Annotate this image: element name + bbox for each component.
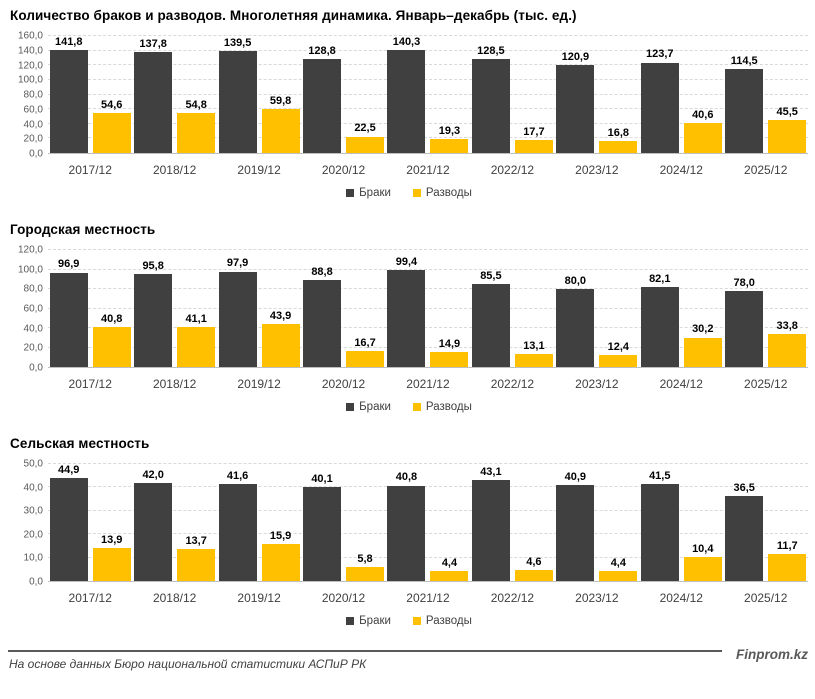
bar-group — [132, 36, 216, 153]
legend-swatch-marriages — [346, 189, 354, 197]
bar-column-divorces — [346, 464, 384, 581]
value-label: 17,7 — [523, 125, 545, 138]
bar-column-marriages — [50, 250, 88, 367]
bar-group — [470, 250, 554, 367]
bar-marriages — [50, 273, 88, 367]
x-axis — [48, 154, 808, 177]
bar-column-divorces — [684, 250, 722, 367]
y-tick-label: 10,0 — [23, 552, 43, 564]
value-label: 40,6 — [692, 109, 714, 122]
y-tick-label: 20,0 — [23, 342, 43, 354]
value-label: 16,8 — [607, 126, 630, 139]
bar-group — [470, 464, 554, 581]
footer-divider — [8, 650, 722, 652]
bar-marriages — [219, 51, 257, 153]
legend-item-marriages — [346, 615, 391, 627]
bar-group — [555, 464, 639, 581]
value-label: 36,5 — [733, 481, 755, 494]
y-tick-label: 0,0 — [29, 362, 43, 374]
value-label: 82,1 — [649, 272, 671, 285]
bar-group — [724, 36, 808, 153]
value-label: 40,1 — [311, 473, 333, 486]
x-tick-label: 2019/12 — [237, 591, 281, 605]
bar-divorces — [599, 141, 637, 153]
value-label: 43,9 — [269, 310, 292, 323]
value-label: 19,3 — [438, 124, 461, 137]
value-label: 4,4 — [441, 556, 458, 569]
bar-marriages — [472, 284, 510, 367]
bar-group — [132, 250, 216, 367]
value-label: 44,9 — [58, 464, 80, 476]
x-tick-label: 2021/12 — [406, 377, 450, 391]
y-tick-label: 40,0 — [23, 119, 43, 130]
x-tick-label: 2020/12 — [321, 163, 366, 177]
y-tick-label: 100,0 — [17, 74, 43, 86]
x-tick-label: 2018/12 — [152, 163, 197, 177]
bar-marriages — [725, 496, 763, 581]
x-tick-label: 2025/12 — [744, 377, 788, 391]
bar-group — [555, 36, 639, 153]
bar-marriages — [303, 487, 341, 581]
legend-item-marriages — [346, 401, 391, 413]
value-label: 97,9 — [226, 257, 249, 270]
y-tick-label: 0,0 — [29, 576, 43, 588]
bar-group — [301, 250, 385, 367]
value-label: 5,8 — [357, 553, 373, 566]
chart-title-overall: Количество браков и разводов. Многолетняя динамика. Январь–декабрь (тыс. ед.) — [10, 8, 577, 23]
bar-column-divorces — [430, 36, 468, 153]
x-tick-label: 2017/12 — [68, 591, 112, 605]
bar-group — [470, 36, 554, 153]
value-label: 128,5 — [477, 44, 505, 57]
value-label: 41,6 — [226, 469, 249, 482]
bar-marriages — [134, 274, 172, 367]
bar-group — [301, 464, 385, 581]
bar-divorces — [599, 355, 637, 367]
bar-column-divorces — [768, 250, 806, 367]
x-tick-label: 2023/12 — [575, 163, 619, 177]
bar-column-marriages — [641, 250, 679, 367]
bar-column-divorces — [768, 464, 806, 581]
value-label: 139,5 — [223, 36, 252, 49]
bar-divorces — [768, 554, 806, 581]
value-label: 33,8 — [776, 319, 798, 332]
y-tick-label: 100,0 — [17, 264, 43, 276]
bar-divorces — [430, 352, 468, 367]
bar-divorces — [177, 113, 215, 153]
value-label: 40,8 — [395, 471, 418, 484]
value-label: 12,4 — [607, 340, 630, 353]
x-tick-label: 2019/12 — [237, 377, 281, 391]
plot-row — [8, 458, 810, 588]
bar-column-marriages — [303, 250, 341, 367]
bar-marriages — [387, 270, 425, 367]
bar-group — [48, 464, 132, 581]
bar-column-marriages — [556, 36, 594, 153]
legend-label: Браки — [359, 615, 391, 627]
y-tick-label: 120,0 — [17, 60, 43, 71]
bar-column-divorces — [346, 36, 384, 153]
bar-column-marriages — [556, 464, 594, 581]
y-tick-label: 20,0 — [23, 529, 43, 541]
x-tick-label: 2020/12 — [321, 591, 366, 605]
legend-label: Браки — [359, 401, 391, 413]
legend-swatch-divorces — [413, 189, 421, 197]
legend-swatch-divorces — [413, 403, 421, 411]
bar-column-marriages — [50, 464, 88, 581]
bar-column-marriages — [303, 36, 341, 153]
bar-column-divorces — [599, 250, 637, 367]
value-label: 123,7 — [646, 48, 674, 61]
bar-column-divorces — [430, 464, 468, 581]
bar-divorces — [346, 137, 384, 153]
bar-column-marriages — [472, 250, 510, 367]
bar-divorces — [684, 123, 722, 153]
bar-column-divorces — [177, 250, 215, 367]
bar-divorces — [262, 109, 300, 153]
bar-column-divorces — [262, 36, 300, 153]
bar-column-marriages — [387, 250, 425, 367]
plot-area — [48, 250, 808, 368]
bar-column-divorces — [93, 250, 131, 367]
plot-area — [48, 464, 808, 582]
y-axis — [8, 30, 48, 160]
bar-column-divorces — [93, 464, 131, 581]
bar-group — [724, 464, 808, 581]
value-label: 45,5 — [776, 105, 798, 118]
x-tick-label: 2018/12 — [152, 591, 197, 605]
x-tick-label: 2017/12 — [68, 163, 112, 177]
bar-divorces — [515, 140, 553, 153]
value-label: 54,8 — [185, 98, 207, 111]
bar-column-marriages — [134, 250, 172, 367]
y-tick-label: 20,0 — [23, 133, 43, 145]
y-tick-label: 160,0 — [17, 30, 43, 42]
bar-divorces — [346, 567, 384, 581]
value-label: 41,5 — [649, 469, 671, 482]
y-tick-label: 60,0 — [23, 104, 43, 116]
value-label: 13,9 — [101, 534, 123, 547]
bar-marriages — [303, 280, 341, 367]
bar-group — [301, 36, 385, 153]
finprom-logo: Finprom.kz — [735, 647, 808, 662]
bar-group — [48, 250, 132, 367]
legend-swatch-marriages — [346, 403, 354, 411]
y-tick-label: 40,0 — [23, 323, 43, 335]
bar-group — [217, 464, 301, 581]
x-tick-label: 2022/12 — [490, 377, 535, 391]
x-axis — [48, 368, 808, 391]
bar-column-marriages — [387, 464, 425, 581]
legend-item-divorces — [413, 187, 472, 199]
chart-overall — [8, 8, 810, 199]
bar-column-marriages — [725, 250, 763, 367]
bar-column-divorces — [177, 36, 215, 153]
y-tick-label: 80,0 — [23, 283, 43, 295]
bar-marriages — [641, 484, 679, 581]
bar-group — [48, 36, 132, 153]
plot-area — [48, 36, 808, 154]
y-tick-label: 50,0 — [23, 458, 43, 470]
bar-divorces — [262, 324, 300, 367]
value-label: 40,8 — [101, 313, 123, 326]
value-label: 99,4 — [395, 256, 418, 268]
value-label: 14,9 — [438, 338, 461, 351]
bar-marriages — [556, 65, 594, 153]
legend — [8, 615, 810, 627]
bar-group — [386, 464, 470, 581]
y-axis — [8, 244, 48, 374]
value-label: 128,8 — [308, 44, 336, 57]
bar-divorces — [599, 571, 637, 581]
bar-column-marriages — [219, 36, 257, 153]
value-label: 22,5 — [354, 122, 376, 135]
bar-group — [217, 36, 301, 153]
legend-label: Разводы — [425, 401, 472, 413]
bar-column-divorces — [515, 250, 553, 367]
bar-group — [217, 250, 301, 367]
y-tick-label: 140,0 — [17, 45, 43, 57]
value-label: 16,7 — [354, 336, 376, 349]
bar-column-divorces — [262, 464, 300, 581]
legend-item-divorces — [413, 401, 472, 413]
bar-marriages — [472, 59, 510, 153]
chart-urban — [8, 222, 810, 413]
footer — [8, 647, 810, 671]
bar-divorces — [515, 570, 553, 581]
bar-marriages — [725, 291, 763, 367]
bar-marriages — [134, 52, 172, 153]
value-label: 4,6 — [526, 556, 542, 569]
bar-divorces — [93, 548, 131, 581]
bar-column-marriages — [134, 464, 172, 581]
bar-column-marriages — [219, 464, 257, 581]
value-label: 85,5 — [480, 269, 502, 282]
source-note: На основе данных Бюро национальной статистики АСПиР РК — [9, 657, 367, 671]
bar-column-divorces — [93, 36, 131, 153]
bar-marriages — [219, 484, 257, 581]
chart-title-rural: Сельская местность — [10, 436, 150, 451]
value-label: 41,1 — [185, 312, 207, 325]
chart-rural — [8, 436, 810, 627]
value-label: 10,4 — [692, 542, 714, 555]
x-tick-label: 2020/12 — [321, 377, 366, 391]
y-tick-label: 60,0 — [23, 303, 43, 315]
bar-column-marriages — [50, 36, 88, 153]
bar-divorces — [515, 354, 553, 367]
bar-column-marriages — [219, 250, 257, 367]
bar-column-divorces — [599, 464, 637, 581]
bar-group — [639, 36, 723, 153]
bar-marriages — [641, 63, 679, 153]
plot-row — [8, 244, 810, 374]
bar-column-divorces — [768, 36, 806, 153]
value-label: 30,2 — [692, 323, 714, 336]
legend-label: Разводы — [425, 615, 472, 627]
bar-divorces — [262, 544, 300, 581]
legend-swatch-divorces — [413, 617, 421, 625]
x-tick-label: 2018/12 — [152, 377, 197, 391]
value-label: 80,0 — [564, 274, 587, 287]
x-tick-label: 2025/12 — [744, 591, 788, 605]
bar-column-divorces — [177, 464, 215, 581]
value-label: 15,9 — [269, 529, 292, 542]
bar-column-marriages — [556, 250, 594, 367]
bar-group — [555, 250, 639, 367]
bar-column-divorces — [430, 250, 468, 367]
bar-divorces — [768, 120, 806, 153]
x-tick-label: 2024/12 — [659, 163, 703, 177]
legend-label: Браки — [359, 187, 391, 199]
bar-marriages — [387, 486, 425, 581]
x-tick-label: 2021/12 — [406, 591, 450, 605]
value-label: 4,4 — [610, 556, 626, 569]
value-label: 59,8 — [269, 95, 292, 108]
value-label: 11,7 — [776, 539, 798, 552]
legend — [8, 401, 810, 413]
legend-item-marriages — [346, 187, 391, 199]
legend-swatch-marriages — [346, 617, 354, 625]
bar-column-marriages — [387, 36, 425, 153]
bar-column-marriages — [303, 464, 341, 581]
value-label: 140,3 — [392, 36, 421, 49]
x-tick-label: 2019/12 — [237, 163, 281, 177]
x-tick-label: 2022/12 — [490, 591, 535, 605]
bar-marriages — [50, 478, 88, 581]
bar-column-divorces — [262, 250, 300, 367]
x-tick-label: 2023/12 — [575, 591, 619, 605]
bar-column-marriages — [725, 36, 763, 153]
bar-divorces — [346, 351, 384, 367]
bar-marriages — [134, 483, 172, 581]
bar-marriages — [50, 50, 88, 153]
bar-column-divorces — [515, 464, 553, 581]
bar-column-divorces — [684, 464, 722, 581]
x-axis — [48, 582, 808, 605]
bar-divorces — [430, 139, 468, 153]
bar-divorces — [93, 327, 131, 367]
y-axis — [8, 458, 48, 588]
x-tick-label: 2023/12 — [575, 377, 619, 391]
y-tick-label: 0,0 — [29, 148, 43, 160]
bar-column-marriages — [725, 464, 763, 581]
value-label: 114,5 — [730, 55, 758, 68]
bar-column-divorces — [599, 36, 637, 153]
value-label: 13,1 — [523, 340, 545, 353]
chart-title-urban: Городская местность — [10, 222, 156, 237]
x-tick-label: 2024/12 — [659, 591, 703, 605]
bar-column-divorces — [684, 36, 722, 153]
x-tick-label: 2022/12 — [490, 163, 535, 177]
bar-marriages — [725, 69, 763, 153]
legend-label: Разводы — [425, 187, 472, 199]
value-label: 13,7 — [185, 534, 207, 547]
bar-divorces — [768, 334, 806, 367]
bar-divorces — [93, 113, 131, 153]
bar-divorces — [684, 557, 722, 581]
x-tick-label: 2017/12 — [68, 377, 112, 391]
bar-group — [724, 250, 808, 367]
y-tick-label: 30,0 — [23, 505, 43, 517]
value-label: 42,0 — [142, 468, 164, 481]
bar-column-marriages — [641, 464, 679, 581]
bar-column-marriages — [134, 36, 172, 153]
x-tick-label: 2021/12 — [406, 163, 450, 177]
value-label: 137,8 — [139, 38, 167, 51]
bar-column-divorces — [515, 36, 553, 153]
value-label: 40,9 — [564, 471, 587, 484]
bar-marriages — [641, 287, 679, 367]
value-label: 43,1 — [480, 466, 502, 479]
bar-divorces — [430, 571, 468, 581]
bar-group — [386, 250, 470, 367]
bar-group — [386, 36, 470, 153]
bar-group — [132, 464, 216, 581]
value-label: 120,9 — [561, 50, 590, 63]
bar-divorces — [177, 549, 215, 581]
bar-group — [639, 464, 723, 581]
bar-divorces — [177, 327, 215, 367]
legend-item-divorces — [413, 615, 472, 627]
bar-marriages — [387, 50, 425, 153]
y-tick-label: 80,0 — [23, 89, 43, 101]
value-label: 88,8 — [311, 266, 333, 279]
value-label: 78,0 — [733, 276, 755, 289]
bar-marriages — [556, 289, 594, 367]
value-label: 141,8 — [54, 36, 83, 48]
bar-marriages — [472, 480, 510, 581]
bar-group — [639, 250, 723, 367]
bar-marriages — [556, 485, 594, 581]
value-label: 95,8 — [142, 259, 164, 272]
bar-column-divorces — [346, 250, 384, 367]
bar-column-marriages — [641, 36, 679, 153]
value-label: 96,9 — [58, 258, 80, 271]
bar-column-marriages — [472, 36, 510, 153]
plot-row — [8, 30, 810, 160]
bar-divorces — [684, 338, 722, 367]
y-tick-label: 40,0 — [23, 482, 43, 494]
x-tick-label: 2024/12 — [659, 377, 703, 391]
value-label: 54,6 — [101, 98, 123, 111]
bar-column-marriages — [472, 464, 510, 581]
legend — [8, 187, 810, 199]
bar-marriages — [303, 59, 341, 153]
x-tick-label: 2025/12 — [744, 163, 788, 177]
bar-marriages — [219, 272, 257, 367]
y-tick-label: 120,0 — [17, 244, 43, 256]
